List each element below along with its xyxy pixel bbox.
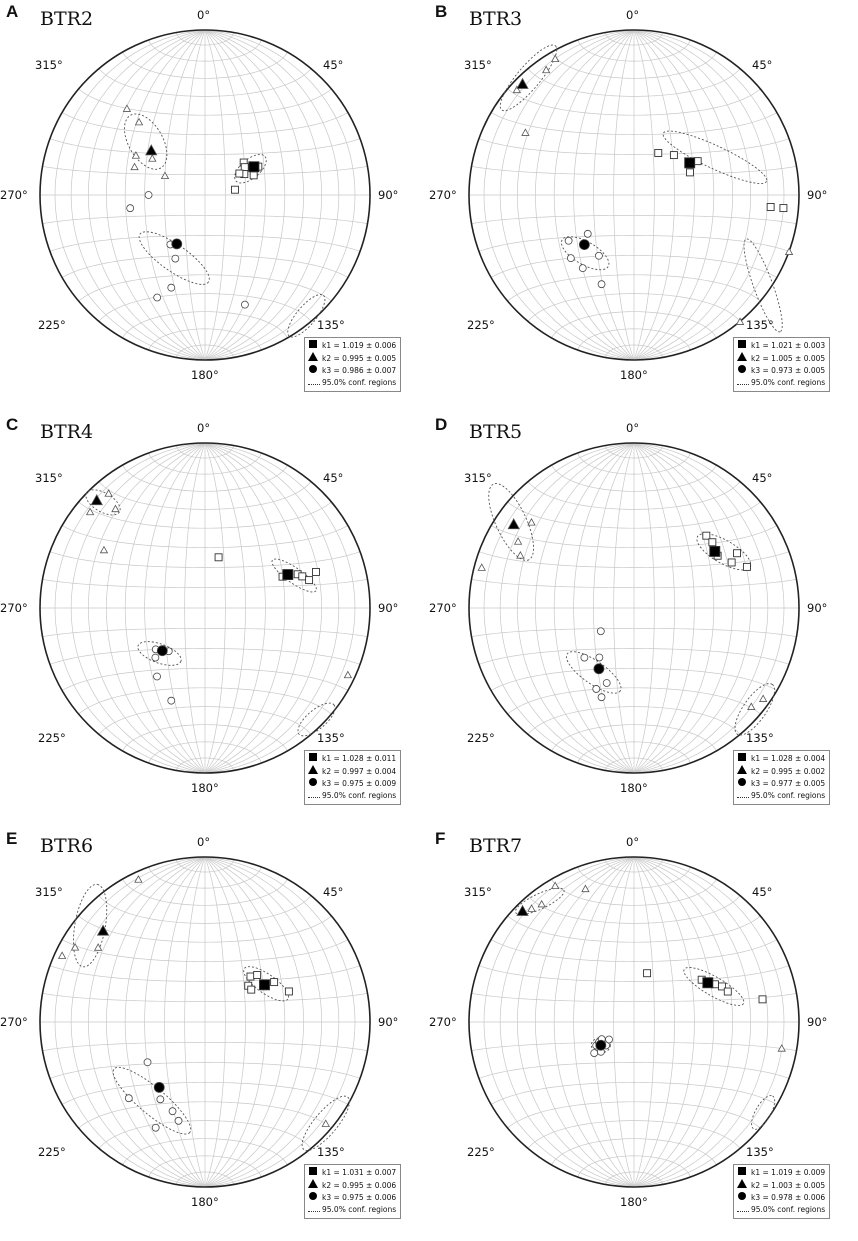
azimuth-label-nw: 315° [464, 471, 492, 485]
legend-entry [308, 753, 396, 765]
legend-text: k3 = 0.975 ± 0.006 [322, 1193, 397, 1202]
k2-specimen-triangle [517, 552, 524, 558]
legend-symbol [738, 1167, 746, 1175]
azimuth-label-north: 0° [626, 421, 640, 435]
k3-specimen-circle [595, 252, 602, 259]
azimuth-label-north: 0° [197, 8, 211, 22]
azimuth-label-se: 135° [317, 1145, 345, 1159]
legend-text: k3 = 0.978 ± 0.006 [751, 1193, 826, 1202]
azimuth-label-sw: 225° [38, 731, 66, 745]
legend-symbol [308, 1211, 320, 1212]
k2-specimen-triangle [161, 172, 168, 178]
k2-specimen-triangle [552, 882, 559, 888]
legend-entry [737, 340, 825, 352]
legend-text: 95.0% conf. regions [322, 791, 397, 800]
legend-text: k1 = 1.021 ± 0.003 [751, 341, 826, 350]
k2-specimen-triangle [59, 952, 66, 958]
stereonet-panel-f [429, 827, 858, 1240]
k2-specimen-triangle [786, 248, 793, 254]
azimuth-label-east: 90° [807, 188, 828, 202]
k3-specimen-circle [596, 654, 603, 661]
stereonet-grid [40, 443, 370, 773]
azimuth-label-west: 270° [0, 1015, 28, 1029]
legend-symbol [309, 778, 317, 786]
k3-specimen-circle [581, 654, 588, 661]
azimuth-label-west: 270° [429, 601, 457, 615]
azimuth-label-nw: 315° [464, 58, 492, 72]
k1-specimen-square [285, 988, 292, 995]
k1-specimen-square [728, 559, 735, 566]
legend-text: k3 = 0.977 ± 0.005 [751, 779, 826, 788]
k3-mean-circle [594, 664, 604, 674]
k3-specimen-circle [145, 192, 152, 199]
k3-specimen-circle [152, 654, 159, 661]
k2-specimen-triangle [478, 564, 485, 570]
legend-symbol [308, 384, 320, 385]
legend-text: 95.0% conf. regions [751, 378, 826, 387]
legend-entry [737, 765, 825, 778]
legend-text: k1 = 1.028 ± 0.004 [751, 754, 826, 763]
k2-mean-triangle [91, 495, 102, 505]
azimuth-label-se: 135° [746, 318, 774, 332]
k1-specimen-square [312, 568, 319, 575]
panel-letter: F [435, 829, 446, 848]
k1-specimen-square [236, 170, 243, 177]
legend [304, 337, 401, 392]
k3-specimen-circle [157, 1096, 164, 1103]
azimuth-label-ne: 45° [752, 885, 773, 899]
sample-title: BTR6 [40, 835, 94, 857]
legend-text: k1 = 1.028 ± 0.011 [322, 754, 397, 763]
azimuth-label-se: 135° [746, 1145, 774, 1159]
legend-symbol [309, 1167, 317, 1175]
legend-symbol [309, 340, 317, 348]
azimuth-label-west: 270° [0, 188, 28, 202]
legend-entry [737, 352, 825, 365]
k3-mean-circle [172, 239, 182, 249]
legend-entry [308, 340, 396, 352]
legend-symbol [737, 1179, 747, 1188]
k3-specimen-circle [144, 1059, 151, 1066]
azimuth-label-nw: 315° [35, 471, 63, 485]
k1-specimen-square [306, 577, 313, 584]
azimuth-label-sw: 225° [38, 318, 66, 332]
k1-specimen-square [250, 172, 257, 179]
k3-specimen-circle [584, 230, 591, 237]
k1-specimen-square [248, 986, 255, 993]
k1-mean-square [249, 162, 259, 172]
k2-specimen-triangle [552, 55, 559, 61]
k3-specimen-circle [175, 1117, 182, 1124]
azimuth-label-north: 0° [197, 421, 211, 435]
legend-symbol [309, 1192, 317, 1200]
azimuth-label-west: 270° [429, 188, 457, 202]
azimuth-label-se: 135° [746, 731, 774, 745]
legend-text: 95.0% conf. regions [751, 791, 826, 800]
panel-letter: B [435, 2, 448, 21]
azimuth-label-east: 90° [807, 1015, 828, 1029]
k1-specimen-square [703, 532, 710, 539]
k2-specimen-triangle [538, 901, 545, 907]
azimuth-label-south: 180° [191, 781, 219, 795]
legend-text: k3 = 0.986 ± 0.007 [322, 366, 397, 375]
legend [304, 750, 401, 805]
legend-symbol [309, 365, 317, 373]
legend-entry [308, 790, 396, 802]
azimuth-label-ne: 45° [752, 58, 773, 72]
legend-text: k2 = 0.995 ± 0.005 [322, 353, 397, 363]
legend [733, 337, 830, 392]
legend-entry [308, 1179, 396, 1192]
k1-specimen-square [231, 186, 238, 193]
azimuth-label-north: 0° [626, 8, 640, 22]
k3-specimen-circle [168, 284, 175, 291]
legend-symbol [738, 1192, 746, 1200]
k3-mean-circle [157, 646, 167, 656]
legend-entry [737, 790, 825, 802]
legend-symbol [309, 753, 317, 761]
legend-entry [737, 377, 825, 389]
stereonet-grid [469, 443, 799, 773]
legend-text: k2 = 0.995 ± 0.006 [322, 1180, 397, 1190]
k3-specimen-circle [593, 685, 600, 692]
k1-specimen-square [271, 979, 278, 986]
legend-entry [308, 352, 396, 365]
k1-specimen-square [644, 970, 651, 977]
k3-specimen-circle [241, 301, 248, 308]
azimuth-label-north: 0° [626, 835, 640, 849]
k3-specimen-circle [567, 255, 574, 262]
legend-text: k3 = 0.973 ± 0.005 [751, 366, 826, 375]
legend-entry [308, 765, 396, 778]
panel-letter: E [6, 829, 18, 848]
azimuth-label-south: 180° [191, 1195, 219, 1209]
azimuth-label-west: 270° [429, 1015, 457, 1029]
sample-title: BTR5 [469, 421, 523, 443]
legend-symbol [308, 797, 320, 798]
k2-specimen-triangle [344, 671, 351, 677]
confidence-ellipse [68, 882, 112, 970]
k3-specimen-circle [598, 281, 605, 288]
k3-specimen-circle [125, 1095, 132, 1102]
legend-entry [308, 1167, 396, 1179]
legend-symbol [738, 778, 746, 786]
azimuth-label-se: 135° [317, 318, 345, 332]
legend [733, 750, 830, 805]
legend-entry [308, 1204, 396, 1216]
stereonet-panel-e [0, 827, 429, 1240]
k3-specimen-circle [154, 673, 161, 680]
legend-entry [737, 1167, 825, 1179]
legend-text: k2 = 0.997 ± 0.004 [322, 766, 397, 776]
legend [304, 1164, 401, 1219]
k1-mean-square [283, 570, 293, 580]
k3-mean-circle [154, 1082, 164, 1092]
legend-entry [737, 1179, 825, 1192]
k3-specimen-circle [154, 294, 161, 301]
azimuth-label-sw: 225° [467, 1145, 495, 1159]
k1-specimen-square [247, 973, 254, 980]
k1-mean-square [703, 978, 713, 988]
legend-text: k1 = 1.019 ± 0.006 [322, 341, 397, 350]
sample-title: BTR7 [469, 835, 523, 857]
azimuth-label-north: 0° [197, 835, 211, 849]
azimuth-label-se: 135° [317, 731, 345, 745]
k2-specimen-triangle [123, 105, 130, 111]
legend-symbol [737, 352, 747, 361]
legend-entry [308, 1192, 396, 1204]
k2-specimen-triangle [515, 538, 522, 544]
sample-title: BTR2 [40, 8, 94, 30]
legend-text: 95.0% conf. regions [322, 378, 397, 387]
k1-specimen-square [734, 550, 741, 557]
k3-specimen-circle [606, 1036, 613, 1043]
stereonet-panel-b [429, 0, 858, 413]
azimuth-label-nw: 315° [35, 58, 63, 72]
azimuth-label-sw: 225° [38, 1145, 66, 1159]
azimuth-label-nw: 315° [35, 885, 63, 899]
k2-specimen-triangle [131, 163, 138, 169]
stereonet-panel-c [0, 413, 429, 826]
k3-specimen-circle [565, 237, 572, 244]
azimuth-label-south: 180° [620, 368, 648, 382]
legend-entry [737, 753, 825, 765]
legend-symbol [308, 765, 318, 774]
legend-entry [737, 778, 825, 790]
legend-entry [308, 778, 396, 790]
k2-specimen-triangle [105, 490, 112, 496]
panel-letter: C [6, 415, 19, 434]
azimuth-label-east: 90° [378, 601, 399, 615]
k1-mean-square [710, 546, 720, 556]
legend-symbol [738, 753, 746, 761]
k3-specimen-circle [152, 1124, 159, 1131]
k1-specimen-square [709, 539, 716, 546]
legend-symbol [737, 384, 749, 385]
k3-specimen-circle [127, 205, 134, 212]
azimuth-label-west: 270° [0, 601, 28, 615]
legend [733, 1164, 830, 1219]
k2-specimen-triangle [149, 155, 156, 161]
legend-text: k2 = 1.003 ± 0.005 [751, 1180, 826, 1190]
legend-text: k2 = 1.005 ± 0.005 [751, 353, 826, 363]
stereonet-panel-d [429, 413, 858, 826]
azimuth-label-ne: 45° [323, 471, 344, 485]
legend-text: k3 = 0.975 ± 0.009 [322, 779, 397, 788]
azimuth-label-east: 90° [378, 1015, 399, 1029]
k1-specimen-square [780, 205, 787, 212]
azimuth-label-south: 180° [620, 781, 648, 795]
azimuth-label-ne: 45° [323, 58, 344, 72]
k3-specimen-circle [591, 1050, 598, 1057]
k2-mean-triangle [146, 145, 157, 155]
legend-entry [737, 1192, 825, 1204]
k1-specimen-square [759, 996, 766, 1003]
legend-symbol [737, 797, 749, 798]
k3-specimen-circle [579, 265, 586, 272]
k2-specimen-triangle [528, 519, 535, 525]
k1-specimen-square [299, 573, 306, 580]
stereonet-grid [469, 30, 799, 360]
k1-mean-square [260, 980, 270, 990]
azimuth-label-sw: 225° [467, 731, 495, 745]
sample-title: BTR4 [40, 421, 94, 443]
panel-letter: A [6, 2, 19, 21]
azimuth-label-south: 180° [620, 1195, 648, 1209]
k3-specimen-circle [169, 1108, 176, 1115]
legend-text: k1 = 1.019 ± 0.009 [751, 1168, 826, 1177]
legend-symbol [738, 365, 746, 373]
k1-specimen-square [254, 972, 261, 979]
legend-symbol [738, 340, 746, 348]
legend-text: 95.0% conf. regions [751, 1205, 826, 1214]
stereonet-grid [40, 30, 370, 360]
legend-symbol [308, 352, 318, 361]
sample-title: BTR3 [469, 8, 523, 30]
k3-specimen-circle [168, 697, 175, 704]
k1-specimen-square [215, 554, 222, 561]
k1-specimen-square [743, 563, 750, 570]
k1-specimen-square [694, 158, 701, 165]
azimuth-label-nw: 315° [464, 885, 492, 899]
legend-symbol [308, 1179, 318, 1188]
stereonet-panel-a [0, 0, 429, 413]
azimuth-label-sw: 225° [467, 318, 495, 332]
legend-entry [308, 377, 396, 389]
legend-text: k2 = 0.995 ± 0.002 [751, 766, 826, 776]
k2-specimen-triangle [100, 547, 107, 553]
azimuth-label-ne: 45° [323, 885, 344, 899]
confidence-ellipse [116, 107, 176, 177]
k3-mean-circle [596, 1040, 606, 1050]
panel-letter: D [435, 415, 448, 434]
legend-entry [308, 365, 396, 377]
k1-specimen-square [686, 169, 693, 176]
azimuth-label-ne: 45° [752, 471, 773, 485]
legend-entry [737, 365, 825, 377]
k1-specimen-square [767, 203, 774, 210]
stereonet-grid [40, 857, 370, 1187]
k3-specimen-circle [597, 628, 604, 635]
k1-specimen-square [655, 149, 662, 156]
k2-specimen-triangle [760, 695, 767, 701]
k3-mean-circle [579, 240, 589, 250]
k3-specimen-circle [598, 694, 605, 701]
k2-specimen-triangle [522, 129, 529, 135]
k2-specimen-triangle [322, 1120, 329, 1126]
legend-entry [737, 1204, 825, 1216]
azimuth-label-east: 90° [378, 188, 399, 202]
legend-symbol [737, 1211, 749, 1212]
k3-specimen-circle [172, 255, 179, 262]
k1-mean-square [685, 158, 695, 168]
legend-text: k1 = 1.031 ± 0.007 [322, 1168, 397, 1177]
k1-specimen-square [670, 152, 677, 159]
legend-text: 95.0% conf. regions [322, 1205, 397, 1214]
legend-symbol [737, 765, 747, 774]
k3-specimen-circle [603, 679, 610, 686]
k2-mean-triangle [508, 519, 519, 529]
azimuth-label-south: 180° [191, 368, 219, 382]
azimuth-label-east: 90° [807, 601, 828, 615]
k1-specimen-square [724, 988, 731, 995]
